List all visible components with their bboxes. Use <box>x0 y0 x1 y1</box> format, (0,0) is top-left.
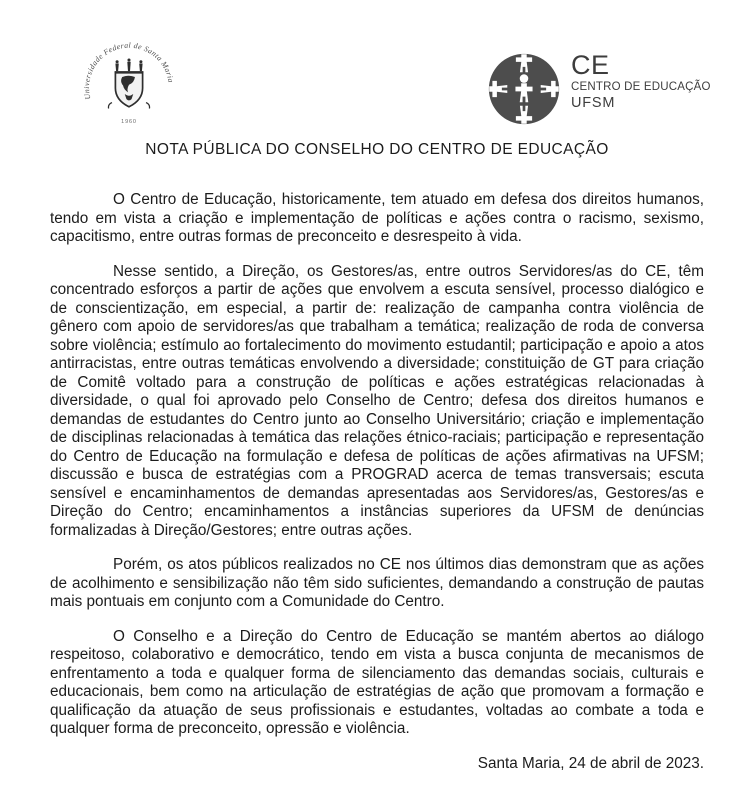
ce-logo <box>486 51 711 127</box>
dateline: Santa Maria, 24 de abril de 2023. <box>477 754 704 772</box>
seal-crest-figures-icon <box>115 59 144 73</box>
ce-logo-acronym: CE <box>571 50 610 80</box>
document-title: NOTA PÚBLICA DO CONSELHO DO CENTRO DE EDUCAÇÃO <box>145 141 609 158</box>
body-paragraph: Nesse sentido, a Direção, os Gestores/as, entre outros Servidores/as do CE, têm concentrado esforços a partir de ações que envolvem a escuta sensível, processo dialógico e de conscientização, em especial, a partir de: realização de campanha contra violência de gênero com apoio de servidores/as que trabalham a temática; realização de roda de conversa sobre violência; estímulo ao fortalecimento do movimento estudantil; participação e apoio a atos antirracistas, entre outras temáticas envolvendo a diversidade; constituição de GT para criação de Comitê voltado para a construção de políticas e ações estratégicas relacionadas à diversidade, o qual foi aprovado pelo Conselho de Centro; defesa dos direitos humanos e demandas de estudantes do Centro junto ao Conselho Universitário; criação e implementação de disciplinas relacionadas à temática das relações étnico-raciais; participação e representação do Centro de Educação na formulação e defesa de políticas de ações afirmativas na UFSM; discussão e busca de estratégias com a PROGRAD acerca de temas transversais; escuta sensível e encaminhamentos de demandas apresentadas aos Servidores/as, Gestores/as e Direção do Centro; encaminhamentos a instâncias superiores da UFSM de denúncias formalizadas à Direção/Gestores; entre outras ações. <box>50 262 704 539</box>
ufsm-seal-logo <box>74 32 184 134</box>
ce-logo-text <box>571 51 711 111</box>
seal-circular-text: Universidade Federal de Santa Maria <box>82 40 176 101</box>
body-paragraph: Porém, os atos públicos realizados no CE nos últimos dias demonstram que as ações de acolhimento e sensibilização não têm sido suficientes, demandando a construção de pautas mais pontuais em conjunto com a Comunidade do Centro. <box>50 556 704 610</box>
ce-emblem-icon <box>486 51 562 127</box>
body-paragraph: O Conselho e a Direção do Centro de Educação se mantém abertos ao diálogo respeitoso, colaborativo e democrático, tendo em vista a busca conjunta de mecanismos de enfrentamento a toda e qualquer forma de silenciamento das demandas sociais, culturais e educacionais, bem como na articulação de estratégias de ação que promovam a formação e qualificação da atuação de seus profissionais e estudantes, voltadas ao combate a toda e qualquer forma de preconceito, opressão e violência. <box>50 627 704 737</box>
body-paragraph: O Centro de Educação, historicamente, tem atuado em defesa dos direitos humanos, tendo em vista a criação e implementação de políticas e ações contra o racismo, sexismo, capacitismo, entre outras formas de preconceito e desrespeito à vida. <box>50 191 704 245</box>
seal-shield-icon <box>115 73 142 107</box>
document-body <box>50 191 704 773</box>
ce-logo-name: CENTRO DE EDUCAÇÃO <box>571 81 711 93</box>
ce-logo-institution: UFSM <box>571 95 616 111</box>
seal-year: 1960 <box>121 118 137 125</box>
